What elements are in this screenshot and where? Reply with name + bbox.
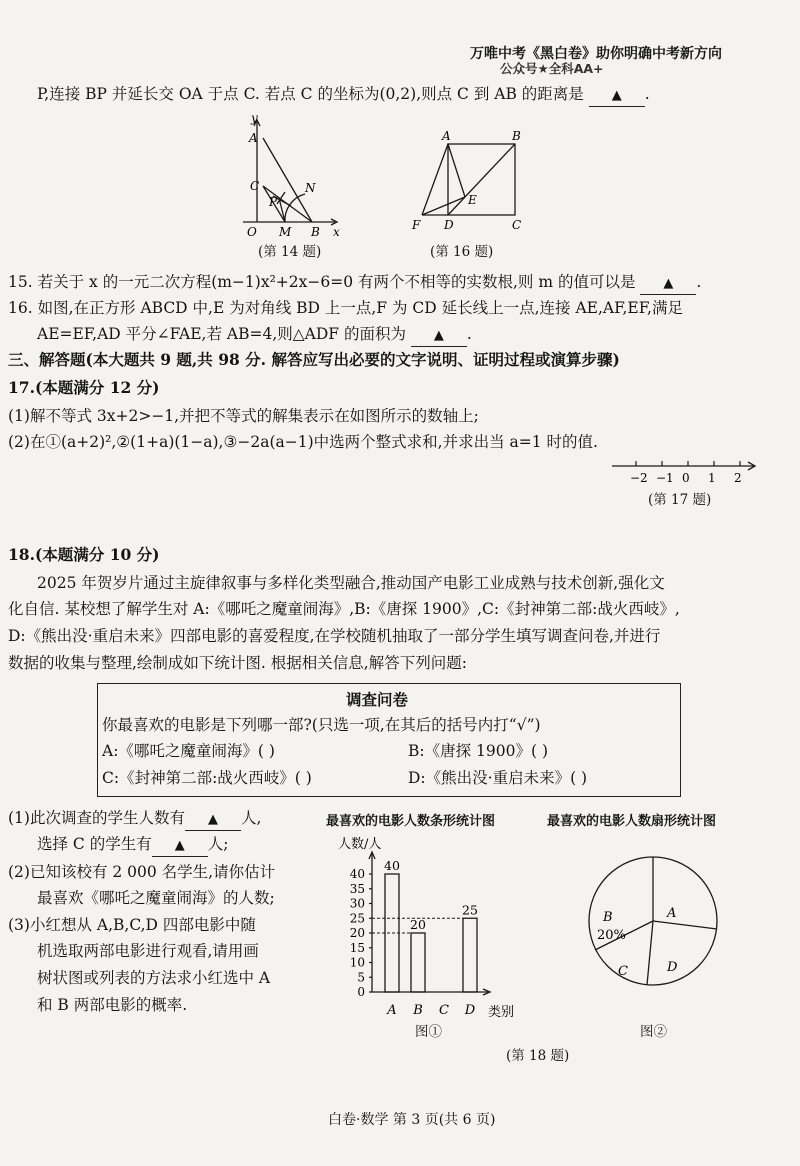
q16-line1: 16. 如图,在正方形 ABCD 中,E 为对角线 BD 上一点,F 为 CD 延长线上一点,连接 AE,AF,EF,满足 xyxy=(8,299,683,317)
pie-chart-fig-label: 图② xyxy=(640,1024,667,1040)
fig14-label-x: x xyxy=(333,225,340,239)
q15: 15. 若关于 x 的一元二次方程(m−1)x²+2x−6=0 有两个不相等的实数根,则 m 的值可以是 ▲ . xyxy=(8,272,701,295)
q18-head: 18.(本题满分 10 分) xyxy=(8,545,160,564)
fig16-label-F: F xyxy=(412,218,421,232)
pie-label-A: A xyxy=(667,906,677,921)
bar-ytick-label: 20 xyxy=(349,926,365,940)
q17-number-line xyxy=(608,448,758,488)
q17-head: 17.(本题满分 12 分) xyxy=(8,378,160,397)
q18-caption: (第 18 题) xyxy=(506,1048,570,1064)
bar-D xyxy=(463,918,477,992)
pie-label-D: D xyxy=(667,960,678,975)
q18-sub1-line2: 选择 C 的学生有 ▲ 人; xyxy=(37,834,228,857)
bar-ytick-label: 40 xyxy=(349,867,365,881)
axis-tick-label: 2 xyxy=(734,471,742,485)
fig14-label-C: C xyxy=(250,179,260,193)
axis-tick-label: −2 xyxy=(630,471,648,485)
pie-chart xyxy=(585,845,725,1015)
q14-tail: P,连接 BP 并延长交 OA 于点 C. 若点 C 的坐标为(0,2),则点 C 到 AB 的距离是 ▲ . xyxy=(37,84,650,107)
fig14-label-O: O xyxy=(247,225,257,239)
survey-option-b: B:《唐探 1900》( ) xyxy=(408,742,549,760)
fig14-label-A: A xyxy=(249,131,258,145)
survey-option-a: A:《哪吒之魔童闹海》( ) xyxy=(102,742,275,760)
survey-option-c: C:《封神第二部:战火西岐》( ) xyxy=(102,769,312,787)
bar-chart-ylabel: 人数/人 xyxy=(338,837,382,852)
bar-ytick-label: 5 xyxy=(357,970,365,985)
bar-chart xyxy=(338,832,538,1032)
fig16-caption: (第 16 题) xyxy=(430,244,494,260)
q18-sub2-line2: 最喜欢《哪吒之魔童闹海》的人数; xyxy=(37,889,275,907)
bar-ytick-label: 30 xyxy=(349,896,365,911)
footer: 白卷·数学 第 3 页(共 6 页) xyxy=(328,1112,496,1128)
q17-caption: (第 17 题) xyxy=(648,492,712,508)
header-brand: 万唯中考《黑白卷》助你明确中考新方向 xyxy=(470,46,722,62)
fig14-label-N: N xyxy=(305,181,316,195)
bar-ytick-label: 25 xyxy=(349,911,365,926)
pie-label-C: C xyxy=(618,964,628,979)
q18-sub3-line3: 树状图或列表的方法求小红选中 A xyxy=(37,969,271,987)
axis-tick-label: −1 xyxy=(656,471,674,485)
q18-sub3-line2: 机选取两部电影进行观看,请用画 xyxy=(37,942,259,960)
q18-intro-1: 2025 年贺岁片通过主旋律叙事与多样化类型融合,推动国产电影工业成熟与技术创新,强化文 xyxy=(37,574,665,592)
fig16-diagram xyxy=(408,130,538,240)
fig14-label-M: M xyxy=(279,225,292,239)
q18-sub1-line1: (1)此次调查的学生人数有 ▲ 人, xyxy=(8,808,261,831)
bar-category-label: C xyxy=(439,1003,449,1018)
bar-chart-title: 最喜欢的电影人数条形统计图 xyxy=(326,814,496,829)
fig14-label-y: y xyxy=(251,111,258,125)
bar-category-label: A xyxy=(387,1003,397,1018)
survey-box xyxy=(97,683,681,797)
bar-category-label: B xyxy=(413,1003,423,1018)
pie-divider-ad xyxy=(653,921,717,929)
survey-question: 你最喜欢的电影是下列哪一部?(只选一项,在其后的括号内打“√”) xyxy=(102,716,541,734)
q18-sub3-line4: 和 B 两部电影的概率. xyxy=(37,996,188,1014)
fig16-label-A: A xyxy=(442,130,451,143)
q17-part1: (1)解不等式 3x+2>−1,并把不等式的解集表示在如图所示的数轴上; xyxy=(8,407,479,425)
survey-option-d: D:《熊出没·重启未来》( ) xyxy=(408,769,588,787)
fig16-label-C: C xyxy=(512,218,522,232)
q16-line2: AE=EF,AD 平分∠FAE,若 AB=4,则△ADF 的面积为 ▲ . xyxy=(37,324,472,347)
bar-chart-fig-label: 图① xyxy=(415,1024,442,1040)
fig16-label-B: B xyxy=(512,130,521,143)
q17-part2: (2)在①(a+2)²,②(1+a)(1−a),③−2a(a−1)中选两个整式求和,并求出当 a=1 时的值. xyxy=(8,433,598,451)
fig16-label-E: E xyxy=(468,193,477,207)
fig14-label-P: P xyxy=(269,195,278,209)
fig14-label-B: B xyxy=(311,225,320,239)
bar-ytick-label: 10 xyxy=(349,955,365,970)
axis-tick-label: 0 xyxy=(682,471,690,485)
q18-sub2-line1: (2)已知该校有 2 000 名学生,请你估计 xyxy=(8,863,276,881)
q18-intro-2: 化自信. 某校想了解学生对 A:《哪吒之魔童闹海》,B:《唐探 1900》,C:《封神第二部:战火西岐》, xyxy=(8,600,680,618)
bar-data-label: 20 xyxy=(410,917,426,932)
watermark: 公众号★全科AA+ xyxy=(500,61,604,76)
fig16-label-D: D xyxy=(444,218,454,232)
fig14-diagram xyxy=(225,108,365,258)
bar-data-label: 25 xyxy=(462,902,478,918)
fig14-caption: (第 14 题) xyxy=(258,244,322,260)
section-title: 三、解答题(本大题共 9 题,共 98 分. 解答应写出必要的文字说明、证明过程或演算步骤) xyxy=(8,350,620,369)
q18-intro-4: 数据的收集与整理,绘制成如下统计图. 根据相关信息,解答下列问题: xyxy=(8,654,467,672)
bar-ytick-label: 0 xyxy=(357,985,365,999)
axis-tick-label: 1 xyxy=(708,471,716,485)
bar-category-label: D xyxy=(464,1003,476,1018)
bar-data-label: 40 xyxy=(384,858,400,873)
pie-chart-title: 最喜欢的电影人数扇形统计图 xyxy=(547,814,717,829)
bar-chart-xlabel: 类别 xyxy=(488,1005,515,1020)
bar-B xyxy=(411,933,425,992)
q18-intro-3: D:《熊出没·重启未来》四部电影的喜爱程度,在学校随机抽取了一部分学生填写调查问卷,并进行 xyxy=(8,627,661,645)
bar-ytick-label: 15 xyxy=(349,940,365,955)
survey-title: 调查问卷 xyxy=(346,690,409,709)
pie-label-B-percent: 20% xyxy=(597,928,626,943)
pie-label-B: B xyxy=(603,910,613,925)
pie-divider-cd xyxy=(647,921,653,985)
bar-ytick-label: 35 xyxy=(349,881,365,896)
q18-sub3-line1: (3)小红想从 A,B,C,D 四部电影中随 xyxy=(8,916,256,934)
